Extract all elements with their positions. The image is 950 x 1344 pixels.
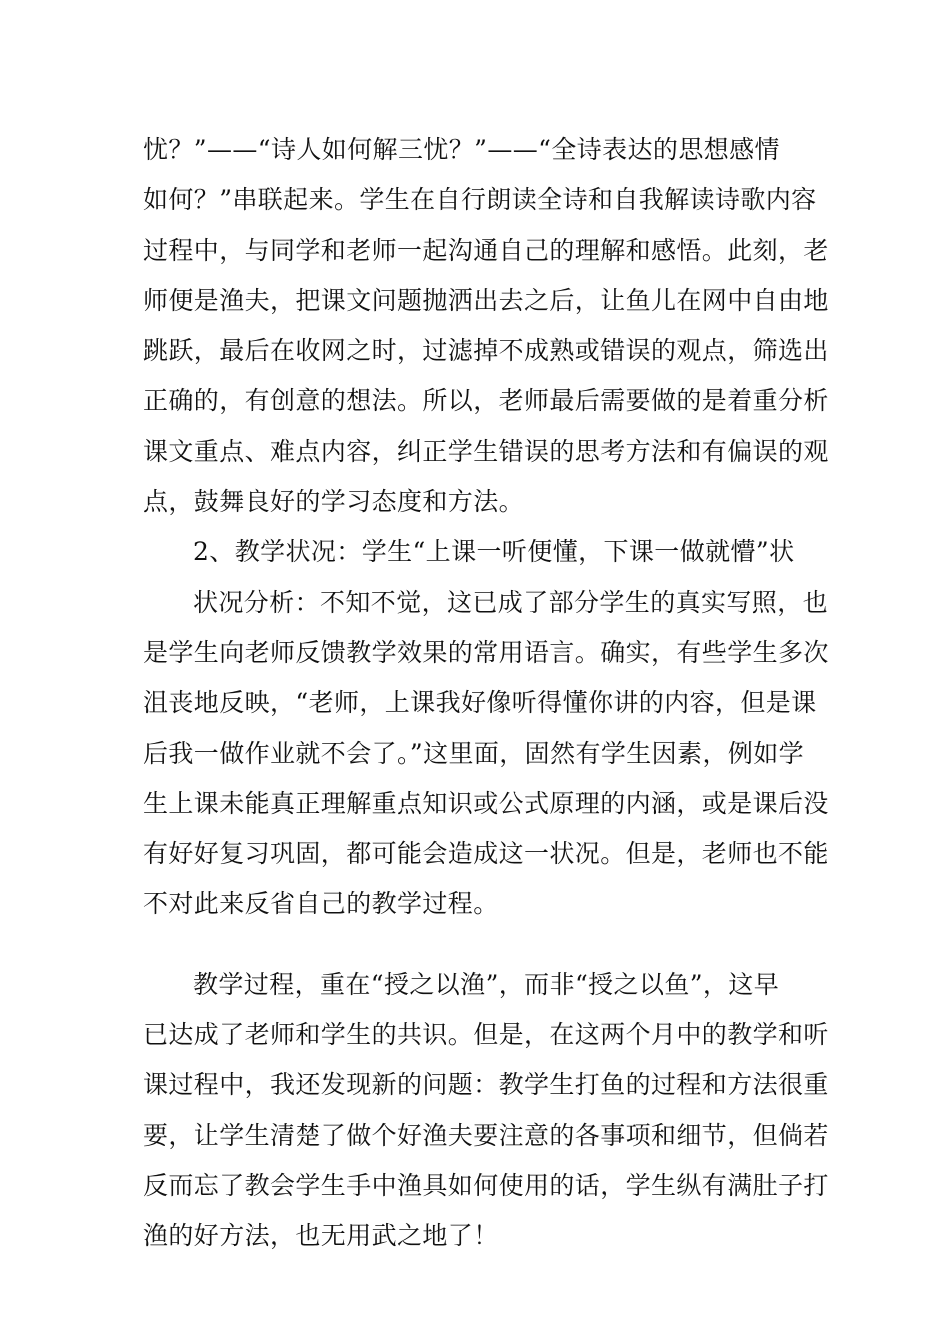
text-line: 正确的，有创意的想法。所以，老师最后需要做的是着重分析 (143, 386, 829, 416)
paragraph-1 (143, 125, 829, 527)
text-line: 如何？”串联起来。学生在自行朗读全诗和自我解读诗歌内容 (143, 185, 817, 215)
section-heading-2: 2、教学状况：学生“上课一听便懂，下课一做就懵”状 (193, 537, 795, 567)
text-line: 忧？”——“诗人如何解三忧？”——“全诗表达的思想感情 (143, 135, 780, 164)
text-line: 过程中，与同学和老师一起沟通自己的理解和感悟。此刻，老 (143, 235, 829, 265)
text-line: 已达成了老师和学生的共识。但是，在这两个月中的教学和听 (143, 1020, 829, 1050)
text-line: 不对此来反省自己的教学过程。 (143, 889, 499, 919)
text-line: 状况分析：不知不觉，这已成了部分学生的真实写照，也 (193, 587, 829, 617)
text-line: 教学过程，重在“授之以渔”，而非“授之以鱼”，这早 (193, 969, 780, 999)
text-line: 生上课未能真正理解重点知识或公式原理的内涵，或是课后没 (143, 788, 829, 818)
paragraph-3 (143, 960, 829, 1262)
text-line: 师便是渔夫，把课文问题抛洒出去之后，让鱼儿在网中自由地 (143, 285, 829, 315)
text-line: 课文重点、难点内容，纠正学生错误的思考方法和有偏误的观 (143, 436, 829, 466)
text-line: 要，让学生清楚了做个好渔夫要注意的各事项和细节，但倘若 (143, 1120, 829, 1150)
paragraph-2 (143, 578, 829, 930)
text-line: 课过程中，我还发现新的问题：教学生打鱼的过程和方法很重 (143, 1070, 829, 1100)
document-body (143, 125, 829, 1262)
text-line: 渔的好方法，也无用武之地了！ (143, 1221, 499, 1251)
text-line: 点，鼓舞良好的学习态度和方法。 (143, 487, 525, 517)
text-line: 有好好复习巩固，都可能会造成这一状况。但是，老师也不能 (143, 839, 829, 869)
text-line: 跳跃，最后在收网之时，过滤掉不成熟或错误的观点，筛选出 (143, 336, 829, 366)
text-line: 沮丧地反映，“老师，上课我好像听得懂你讲的内容，但是课 (143, 688, 817, 718)
text-line: 后我一做作业就不会了。”这里面，固然有学生因素，例如学 (143, 738, 805, 768)
paragraph-spacing (143, 930, 813, 960)
text-line: 是学生向老师反馈教学效果的常用语言。确实，有些学生多次 (143, 637, 829, 667)
text-line: 反而忘了教会学生手中渔具如何使用的话，学生纵有满肚子打 (143, 1170, 829, 1200)
